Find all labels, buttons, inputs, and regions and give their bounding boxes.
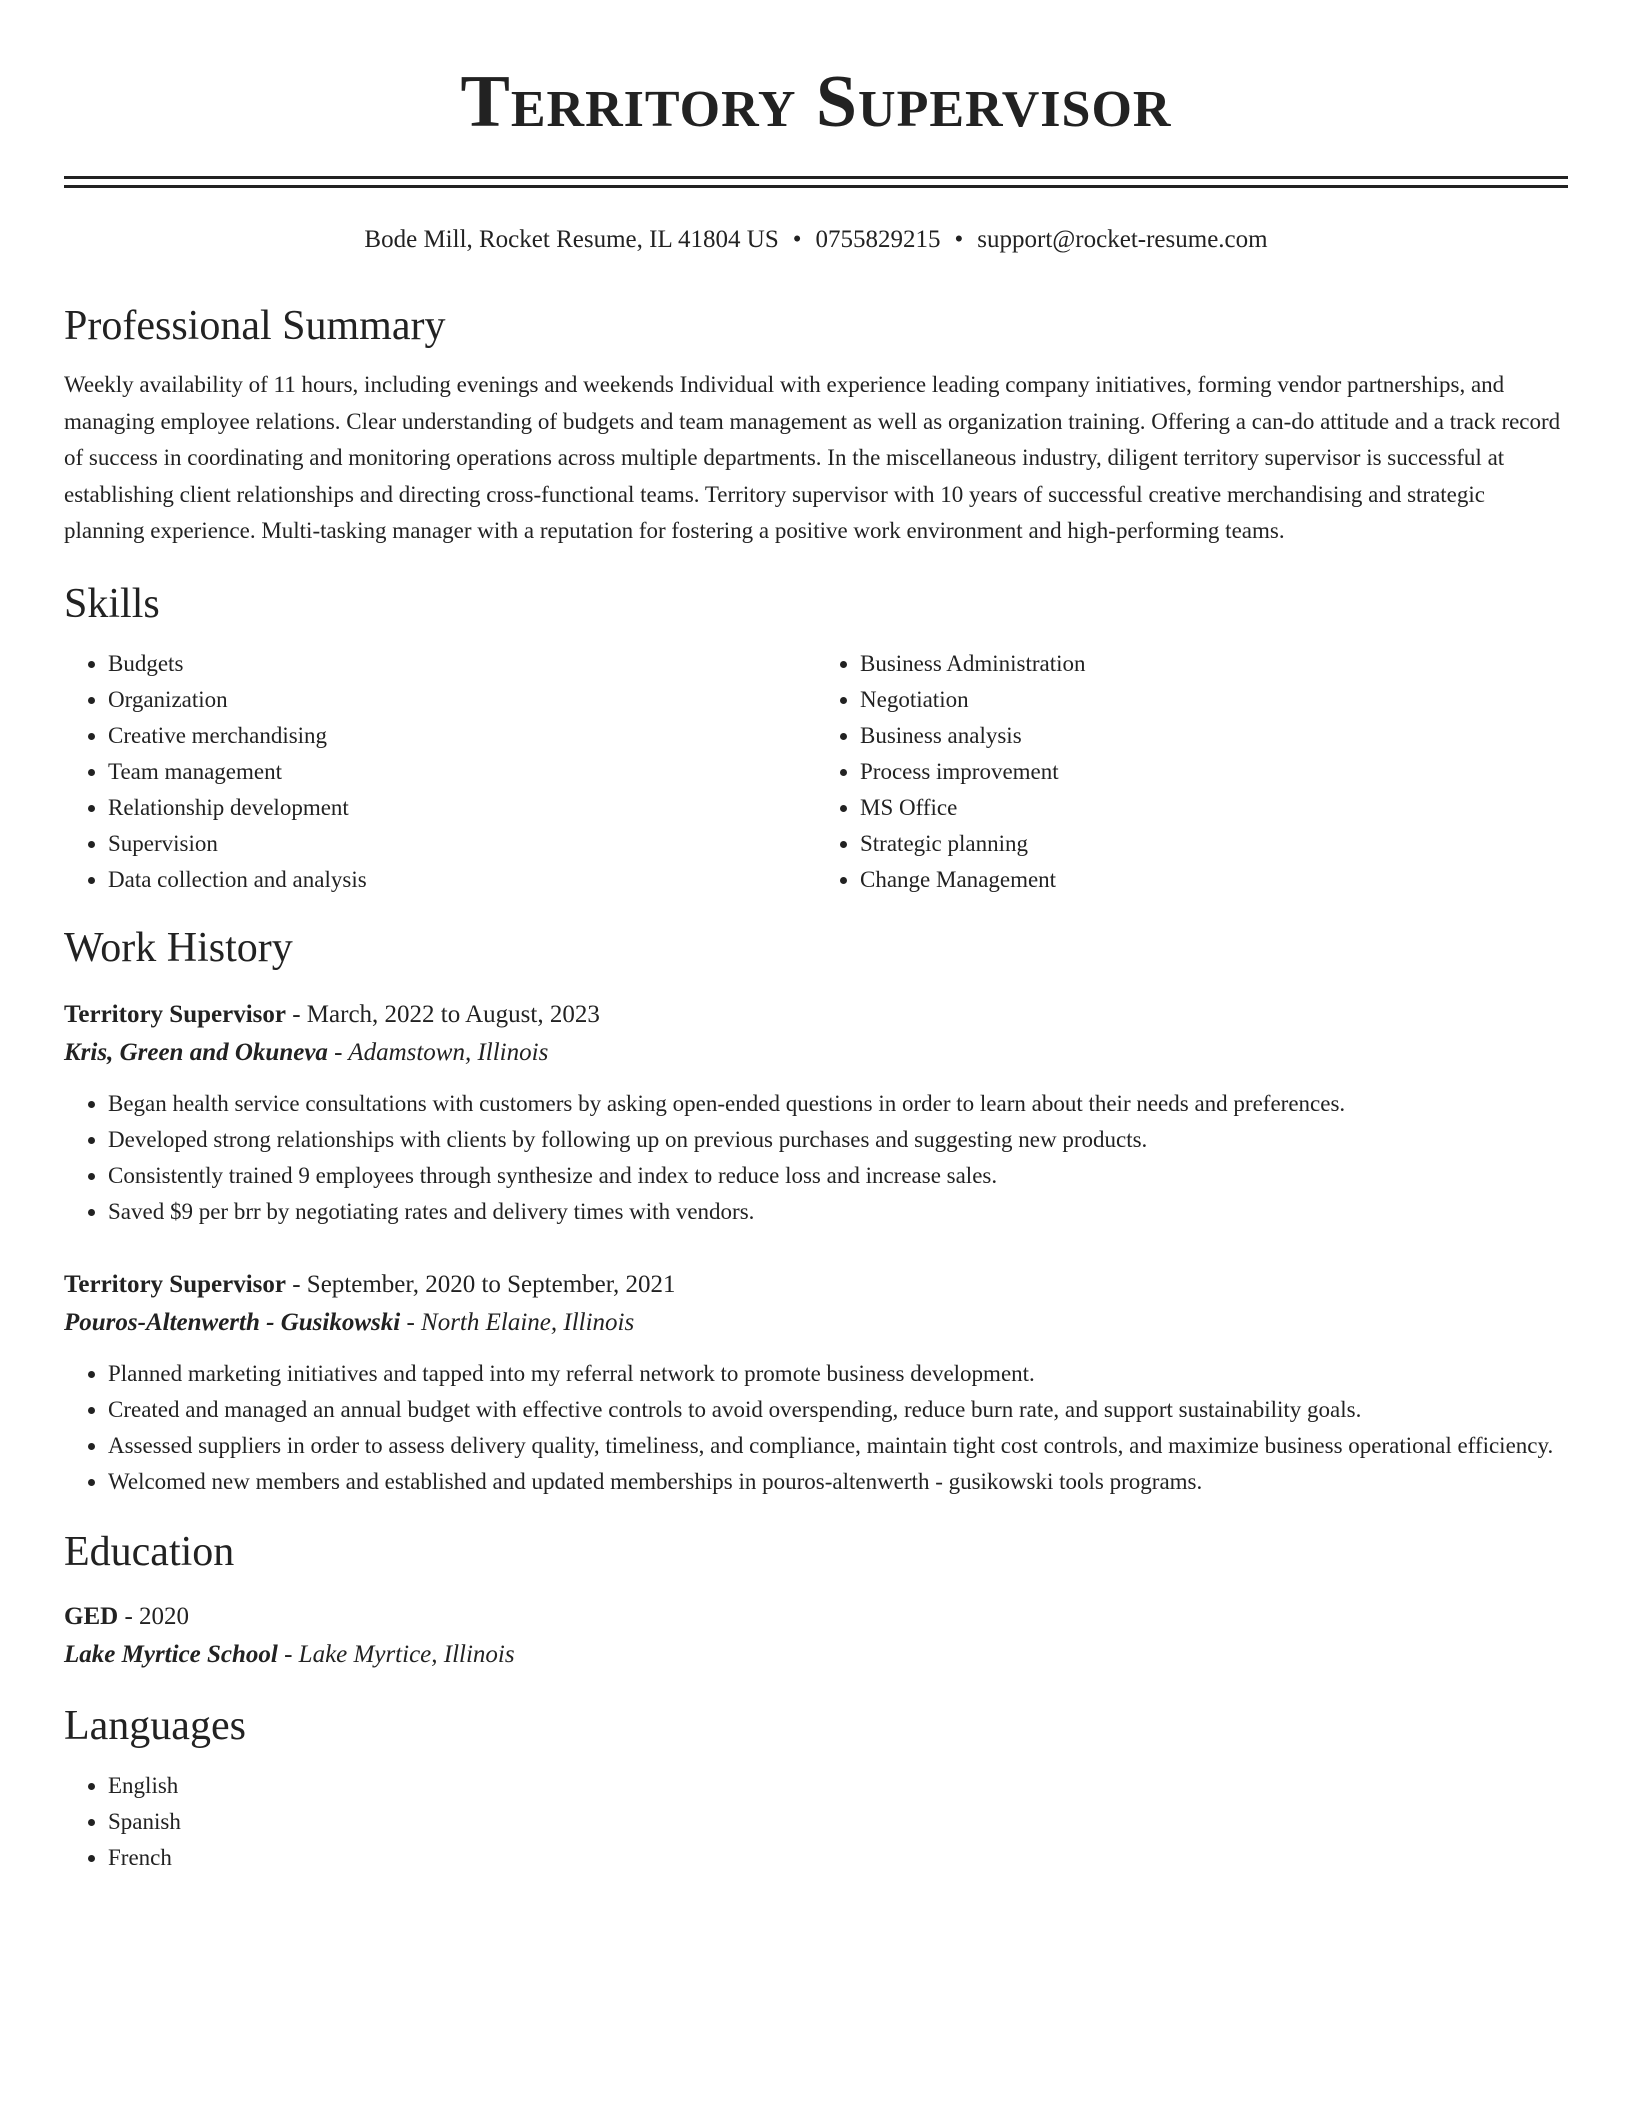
school-location: - Lake Myrtice, Illinois	[277, 1640, 515, 1668]
education-heading: Education	[64, 1528, 235, 1575]
job-bullet: • Began health service consultations with customers by asking open-ended questions in order to learn about their needs and preferences.	[108, 1086, 1568, 1122]
contact-phone: 0755829215	[815, 226, 941, 253]
job-bullet: • Planned marketing initiatives and tapped into my referral network to promote business development.	[108, 1356, 1568, 1392]
job-title-line	[64, 1266, 1568, 1304]
employer-location: - North Elaine, Illinois	[400, 1308, 635, 1336]
job-dates: - September, 2020 to September, 2021	[285, 1270, 676, 1298]
skill-item: • Process improvement	[860, 754, 1568, 790]
skill-item: • Relationship development	[108, 790, 816, 826]
title-divider-thin	[64, 185, 1568, 188]
education-entry	[64, 1598, 1568, 1674]
skill-item: • Strategic planning	[860, 826, 1568, 862]
employer-line	[64, 1034, 1568, 1072]
skills-heading: Skills	[64, 580, 160, 627]
job-title-line	[64, 996, 1568, 1034]
skill-item: • Budgets	[108, 646, 816, 682]
work-history-heading: Work History	[64, 924, 293, 971]
job-entry	[64, 1266, 1568, 1500]
job-bullet: • Assessed suppliers in order to assess delivery quality, timeliness, and compliance, maintain tight cost controls, and maximize business operational efficiency.	[108, 1428, 1568, 1464]
skill-item: • Data collection and analysis	[108, 862, 816, 898]
job-title: Territory Supervisor	[64, 1270, 286, 1298]
language-item: • English	[108, 1768, 1568, 1804]
skill-item: • Change Management	[860, 862, 1568, 898]
job-dates: - March, 2022 to August, 2023	[285, 1000, 600, 1028]
degree-year: - 2020	[118, 1602, 190, 1630]
school-line	[64, 1636, 1568, 1674]
skill-item: • Negotiation	[860, 682, 1568, 718]
languages-list	[64, 1768, 1568, 1876]
job-bullet: • Consistently trained 9 employees through synthesize and index to reduce loss and increase sales.	[108, 1158, 1568, 1194]
job-bullets	[64, 1356, 1568, 1500]
school-name: Lake Myrtice School	[64, 1640, 278, 1668]
skills-section	[64, 578, 1568, 898]
summary-section	[64, 300, 1568, 550]
skill-item: • Creative merchandising	[108, 718, 816, 754]
skills-columns	[64, 646, 1568, 898]
languages-heading: Languages	[64, 1702, 246, 1749]
skill-item: • Supervision	[108, 826, 816, 862]
contact-line	[64, 224, 1568, 256]
education-section	[64, 1526, 1568, 1674]
employer-line	[64, 1304, 1568, 1342]
contact-separator: •	[792, 226, 802, 253]
title-divider-thick	[64, 176, 1568, 179]
job-bullets	[64, 1086, 1568, 1230]
contact-address: Bode Mill, Rocket Resume, IL 41804 US	[364, 226, 779, 253]
skill-item: • Business Administration	[860, 646, 1568, 682]
language-item: • Spanish	[108, 1804, 1568, 1840]
job-bullet: • Welcomed new members and established and updated memberships in pouros-altenwerth - gusikowski tools programs.	[108, 1464, 1568, 1500]
job-entry	[64, 996, 1568, 1230]
degree-name: GED	[64, 1602, 119, 1630]
job-bullet: • Developed strong relationships with clients by following up on previous purchases and suggesting new products.	[108, 1122, 1568, 1158]
skill-item: • Business analysis	[860, 718, 1568, 754]
job-bullet: • Created and managed an annual budget with effective controls to avoid overspending, reduce burn rate, and support sustainability goals.	[108, 1392, 1568, 1428]
skill-item: • Team management	[108, 754, 816, 790]
job-bullet: • Saved $9 per brr by negotiating rates and delivery times with vendors.	[108, 1194, 1568, 1230]
employer-location: - Adamstown, Illinois	[327, 1038, 549, 1066]
employer-name: Pouros-Altenwerth - Gusikowski	[64, 1308, 401, 1336]
degree-line	[64, 1598, 1568, 1636]
summary-heading: Professional Summary	[64, 303, 446, 349]
languages-section	[64, 1700, 1568, 1876]
summary-text: Weekly availability of 11 hours, including evenings and weekends Individual with experience leading company initiatives, forming vendor partnerships, and managing employee relations. Clear understanding of budgets and team management as well as organization training. Offering a can-do attitude and a track record of success in coordinating and monitoring operations across multiple departments. In the miscellaneous industry, diligent territory supervisor is successful at establishing client relationships and directing cross-functional teams. Territory supervisor with 10 years of successful creative merchandising and strategic planning experience. Multi-tasking manager with a reputation for fostering a positive work environment and high-performing teams.	[64, 372, 1561, 543]
work-history-section	[64, 922, 1568, 1500]
employer-name: Kris, Green and Okuneva	[64, 1038, 328, 1066]
contact-separator: •	[954, 226, 964, 253]
language-item: • French	[108, 1840, 1568, 1876]
skill-item: • Organization	[108, 682, 816, 718]
skills-left-list	[64, 646, 816, 898]
job-title: Territory Supervisor	[64, 1000, 286, 1028]
skill-item: • MS Office	[860, 790, 1568, 826]
skills-right-list	[816, 646, 1568, 898]
page-title: Territory Supervisor	[460, 61, 1172, 143]
contact-email: support@rocket-resume.com	[977, 226, 1268, 253]
